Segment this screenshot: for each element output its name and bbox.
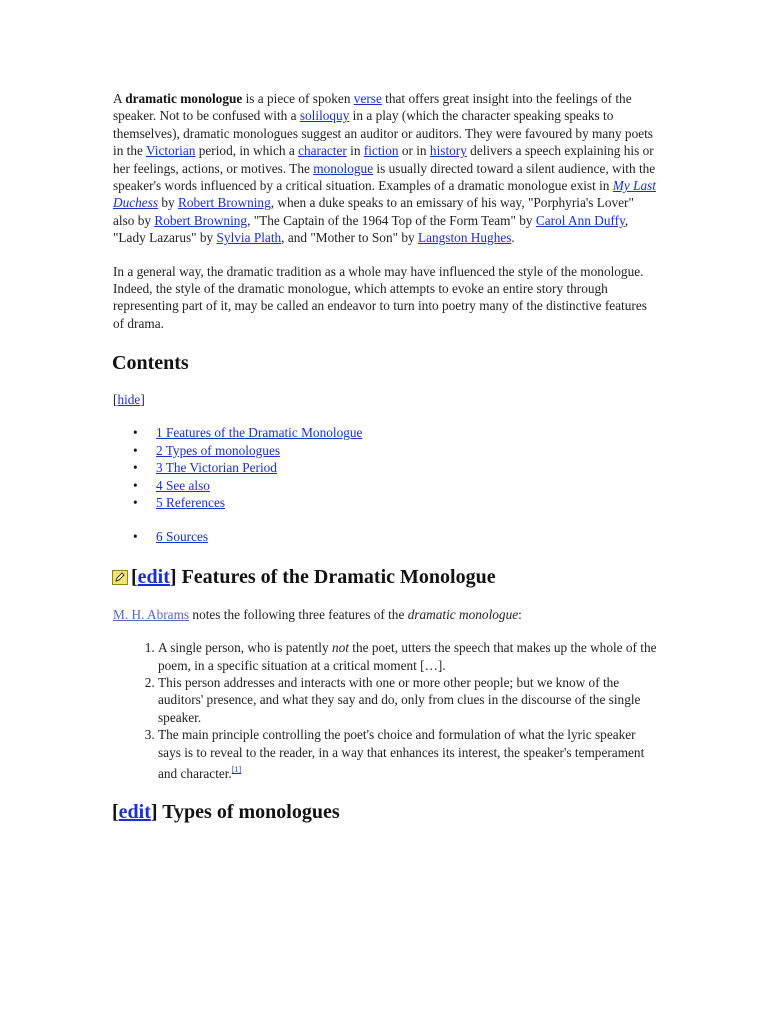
edit-link-types[interactable]: edit <box>118 801 151 824</box>
text-run: , when a duke speaks to an emissary of his way, "Porphyria's Lover" also by <box>113 195 634 228</box>
text-run: that offers great insight into the feelings of the speaker. Not to be confused with a <box>113 91 632 124</box>
toc-list <box>113 424 658 545</box>
text-run: , "The Captain of the 1964 Top of the Form Team" by <box>247 212 536 228</box>
text-run: notes the following three features of the <box>189 606 408 622</box>
link-robert-browning[interactable]: Robert Browning <box>178 195 271 211</box>
link-history[interactable]: history <box>429 143 467 159</box>
bracket-open: [ <box>112 801 119 824</box>
toc-item <box>133 477 658 494</box>
toc-link-references[interactable]: 5 References <box>156 494 226 510</box>
text-run: The main principle controlling the poet's choice and formulation of what the lyric speaker says is to reveal to the reader, in a way that enhances its interest, the speaker's temperament and character. <box>158 727 645 781</box>
toc-item <box>133 528 658 545</box>
edit-link-features[interactable]: edit <box>137 565 170 588</box>
section-heading-types <box>112 801 658 824</box>
link-fiction[interactable]: fiction <box>363 143 399 159</box>
bracket-close: ] <box>140 392 145 408</box>
link-soliloquy[interactable]: soliloquy <box>299 108 350 124</box>
contents-heading: Contents <box>112 352 189 375</box>
text-run: in a play (which the character speaking speaks to themselves), dramatic monologues suggest an auditor or auditors. They were favoured by many poets in the <box>113 108 653 159</box>
general-paragraph: In a general way, the dramatic tradition as a whole may have influenced the style of the monologue. Indeed, the style of the dramatic monologue, which attempts to evoke an entire story through representing part of it, may be called an endeavor to turn into poetry many of the distinctive features of drama. <box>113 263 647 331</box>
text-run: is a piece of spoken <box>242 91 354 106</box>
list-item <box>158 639 658 674</box>
link-victorian[interactable]: Victorian <box>146 143 196 159</box>
features-intro <box>113 606 658 623</box>
intro-paragraph <box>113 90 658 247</box>
toc-item <box>133 442 658 459</box>
link-langston-hughes[interactable]: Langston Hughes <box>417 230 512 246</box>
text-run: : <box>518 606 522 622</box>
text-run: in <box>346 143 364 159</box>
toc-item <box>133 459 658 476</box>
bracket-open: [ <box>113 392 118 408</box>
features-list <box>113 639 658 782</box>
text-run: is usually directed toward a silent audience, with the speaker's words influenced by a critical situation. Examples of a dramatic monologue exist in <box>113 160 656 194</box>
link-mh-abrams[interactable]: M. H. Abrams <box>113 606 190 622</box>
text-run: , "Lady Lazarus" by <box>113 212 629 246</box>
section-title-features: Features of the Dramatic Monologue <box>176 565 496 588</box>
pencil-edit-icon <box>112 570 128 585</box>
link-character[interactable]: character <box>298 143 347 159</box>
text-run: the poet, utters the speech that makes up the whole of the poem, in a specific situation at a critical moment […]. <box>158 640 657 673</box>
text-run: period, in which a <box>195 143 299 159</box>
emphasis: not <box>331 640 349 656</box>
link-carol-ann-duffy[interactable]: Carol Ann Duffy <box>535 212 625 228</box>
link-my-last-duchess-text: My Last Duchess <box>113 178 656 211</box>
section-heading-features <box>112 566 658 589</box>
link-monologue[interactable]: monologue <box>313 160 374 176</box>
toc-link-sources[interactable]: 6 Sources <box>156 529 209 545</box>
toc-hide-link[interactable]: hide <box>117 392 141 408</box>
bracket-open: [ <box>131 565 138 588</box>
list-item: 2. This person addresses and interacts with one or more other people; but we know of the auditors' presence, and what they say and do, only from clues in the discourse of the single speaker. <box>158 674 658 726</box>
text-run: A <box>113 91 126 106</box>
text-run: , and "Mother to Son" by <box>281 230 418 246</box>
text-run: or in <box>398 143 430 159</box>
text-run: delivers a speech explaining his or her feelings, actions, or motives. The <box>113 143 654 176</box>
defined-term: dramatic monologue <box>125 91 243 106</box>
text-run: by <box>158 195 179 211</box>
toc-link-features[interactable]: 1 Features of the Dramatic Monologue <box>156 425 363 441</box>
toc-toggle <box>113 392 658 408</box>
toc-link-see-also[interactable]: 4 See also <box>156 477 210 493</box>
text-run: . <box>511 230 515 246</box>
toc-item <box>133 424 658 441</box>
article-body <box>113 90 658 824</box>
link-sylvia-plath[interactable]: Sylvia Plath <box>216 230 282 246</box>
citation-link[interactable]: [1] <box>231 764 242 774</box>
emphasis: dramatic monologue <box>407 606 519 622</box>
link-robert-browning-2[interactable]: Robert Browning <box>154 212 248 228</box>
toc-item <box>133 494 658 511</box>
link-verse[interactable]: verse <box>353 91 382 106</box>
list-item <box>158 726 658 782</box>
toc-link-victorian[interactable]: 3 The Victorian Period <box>156 460 277 476</box>
bracket-close: ] <box>169 565 177 588</box>
bracket-close: ] <box>150 801 158 824</box>
text-run: A single person, who is patently <box>158 640 332 656</box>
section-title-types: Types of monologues <box>157 801 340 824</box>
toc-link-types[interactable]: 2 Types of monologues <box>156 442 281 458</box>
